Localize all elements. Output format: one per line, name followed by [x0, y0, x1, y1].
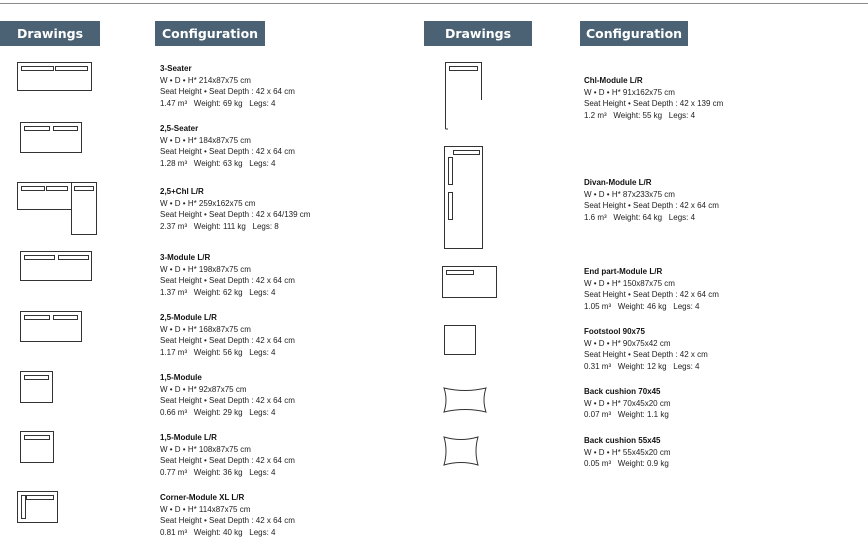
item-seat: Seat Height • Seat Depth : 42 x 64 cm: [160, 147, 295, 156]
item-dims: W • D • H* 198x87x75 cm: [160, 264, 251, 274]
drawing-corner-module-xl: [17, 491, 58, 523]
item-name: Chl-Module L/R: [584, 76, 643, 85]
item-vol: 1.28 m³: [160, 158, 188, 168]
item-seat: Seat Height • Seat Depth : 42 x 64 cm: [160, 87, 295, 96]
item-footstool: [584, 326, 708, 372]
item-dims: W • D • H* 214x87x75 cm: [160, 75, 251, 85]
item-legs: Legs: 4: [249, 287, 276, 297]
item-name: 1,5-Module L/R: [160, 433, 217, 442]
item-seat: Seat Height • Seat Depth : 42 x 64 cm: [160, 396, 295, 405]
item-weight: Weight: 55 kg: [613, 110, 663, 120]
drawing-2-5-seater: [20, 122, 82, 153]
header-configuration-left: Configuration: [155, 21, 265, 46]
drawing-chl-module-outline: [444, 61, 484, 131]
item-seat: Seat Height • Seat Depth : 42 x 64 cm: [584, 290, 719, 299]
item-2-5-chl: [160, 186, 310, 232]
drawing-1-5-module: [20, 371, 53, 403]
item-seat: Seat Height • Seat Depth : 42 x 64 cm: [160, 456, 295, 465]
item-dims: W • D • H* 91x162x75 cm: [584, 87, 675, 97]
item-weight: Weight: 12 kg: [617, 361, 667, 371]
item-weight: Weight: 36 kg: [193, 467, 243, 477]
drawing-footstool: [444, 325, 476, 355]
item-legs: Legs: 4: [249, 347, 276, 357]
item-name: Back cushion 55x45: [584, 436, 661, 445]
item-weight: Weight: 56 kg: [193, 347, 243, 357]
item-2-5-module: [160, 312, 295, 358]
item-divan-module: [584, 177, 719, 223]
item-vol: 1.05 m³: [584, 301, 612, 311]
item-name: Footstool 90x75: [584, 327, 645, 336]
drawing-2-5-module: [20, 311, 82, 342]
item-seat: Seat Height • Seat Depth : 42 x 64 cm: [160, 336, 295, 345]
item-vol: 0.66 m³: [160, 407, 188, 417]
item-vol: 0.31 m³: [584, 361, 612, 371]
item-vol: 1.37 m³: [160, 287, 188, 297]
item-name: 3-Module L/R: [160, 253, 211, 262]
item-weight: Weight: 62 kg: [193, 287, 243, 297]
item-2-5-seater: [160, 123, 295, 169]
drawing-end-part-module: [442, 266, 497, 298]
item-weight: Weight: 1.1 kg: [617, 410, 669, 419]
item-legs: Legs: 4: [249, 158, 276, 168]
item-weight: Weight: 40 kg: [193, 527, 243, 537]
item-legs: Legs: 4: [249, 527, 276, 537]
item-dims: W • D • H* 92x87x75 cm: [160, 384, 247, 394]
drawing-1-5-module-lr: [20, 431, 54, 463]
item-dims: W • D • H* 184x87x75 cm: [160, 135, 251, 145]
item-vol: 1.2 m³: [584, 110, 607, 120]
item-weight: Weight: 63 kg: [193, 158, 243, 168]
item-seat: Seat Height • Seat Depth : 42 x 139 cm: [584, 99, 724, 108]
item-dims: W • D • H* 168x87x75 cm: [160, 324, 251, 334]
item-weight: Weight: 64 kg: [613, 212, 663, 222]
item-name: Back cushion 70x45: [584, 387, 661, 396]
item-weight: Weight: 69 kg: [193, 98, 243, 108]
item-name: 2,5-Module L/R: [160, 313, 217, 322]
item-seat: Seat Height • Seat Depth : 42 x 64 cm: [160, 516, 295, 525]
item-name: Corner-Module XL L/R: [160, 493, 245, 502]
drawing-back-cushion-70: [441, 385, 489, 415]
item-vol: 0.81 m³: [160, 527, 188, 537]
item-3-module: [160, 252, 295, 298]
item-legs: Legs: 4: [249, 98, 276, 108]
item-vol: 0.77 m³: [160, 467, 188, 477]
item-seat: Seat Height • Seat Depth : 42 x 64/139 cm: [160, 210, 311, 219]
header-drawings-left: Drawings: [0, 21, 100, 46]
drawing-3-module: [20, 251, 92, 281]
item-back-cushion-70: [584, 386, 671, 421]
top-rule: [0, 3, 868, 4]
item-legs: Legs: 4: [673, 361, 700, 371]
item-vol: 0.07 m³: [584, 410, 612, 419]
item-name: 2,5+Chl L/R: [160, 187, 204, 196]
drawing-back-cushion-55: [441, 434, 481, 468]
item-seat: Seat Height • Seat Depth : 42 x 64 cm: [584, 201, 719, 210]
item-name: Divan-Module L/R: [584, 178, 652, 187]
item-legs: Legs: 4: [668, 110, 696, 120]
item-dims: W • D • H* 150x87x75 cm: [584, 278, 675, 288]
item-legs: Legs: 8: [252, 221, 279, 231]
item-vol: 1.47 m³: [160, 98, 188, 108]
header-configuration-right: Configuration: [580, 21, 688, 46]
item-name: End part-Module L/R: [584, 267, 663, 276]
item-legs: Legs: 4: [673, 301, 700, 311]
item-seat: Seat Height • Seat Depth : 42 x cm: [584, 350, 708, 359]
item-name: 1,5-Module: [160, 373, 202, 382]
item-vol: 0.05 m³: [584, 459, 612, 468]
item-dims: W • D • H* 55x45x20 cm: [584, 447, 671, 457]
item-dims: W • D • H* 87x233x75 cm: [584, 189, 675, 199]
item-corner-module-xl: [160, 492, 295, 538]
item-chl-module: [584, 75, 723, 121]
item-seat: Seat Height • Seat Depth : 42 x 64 cm: [160, 276, 295, 285]
item-weight: Weight: 0.9 kg: [617, 459, 669, 468]
item-3-seater: [160, 63, 295, 109]
item-vol: 2.37 m³: [160, 221, 188, 231]
item-legs: Legs: 4: [249, 407, 276, 417]
item-dims: W • D • H* 90x75x42 cm: [584, 338, 671, 348]
item-1-5-module: [160, 372, 295, 418]
item-1-5-module-lr: [160, 432, 295, 478]
item-dims: W • D • H* 259x162x75 cm: [160, 198, 256, 208]
item-vol: 1.6 m³: [584, 212, 607, 222]
item-name: 3-Seater: [160, 64, 192, 73]
item-name: 2,5-Seater: [160, 124, 199, 133]
item-legs: Legs: 4: [668, 212, 696, 222]
item-legs: Legs: 4: [249, 467, 276, 477]
drawing-divan-module: [444, 146, 483, 249]
item-back-cushion-55: [584, 435, 671, 470]
item-weight: Weight: 111 kg: [193, 221, 246, 231]
header-drawings-right: Drawings: [424, 21, 532, 46]
item-weight: Weight: 29 kg: [193, 407, 243, 417]
item-dims: W • D • H* 108x87x75 cm: [160, 444, 251, 454]
drawing-3-seater: [17, 62, 92, 91]
item-end-part-module: [584, 266, 719, 312]
item-vol: 1.17 m³: [160, 347, 188, 357]
item-dims: W • D • H* 70x45x20 cm: [584, 398, 671, 408]
item-weight: Weight: 46 kg: [617, 301, 667, 311]
drawing-2-5-chl-chaise: [71, 182, 97, 235]
item-dims: W • D • H* 114x87x75 cm: [160, 504, 251, 514]
